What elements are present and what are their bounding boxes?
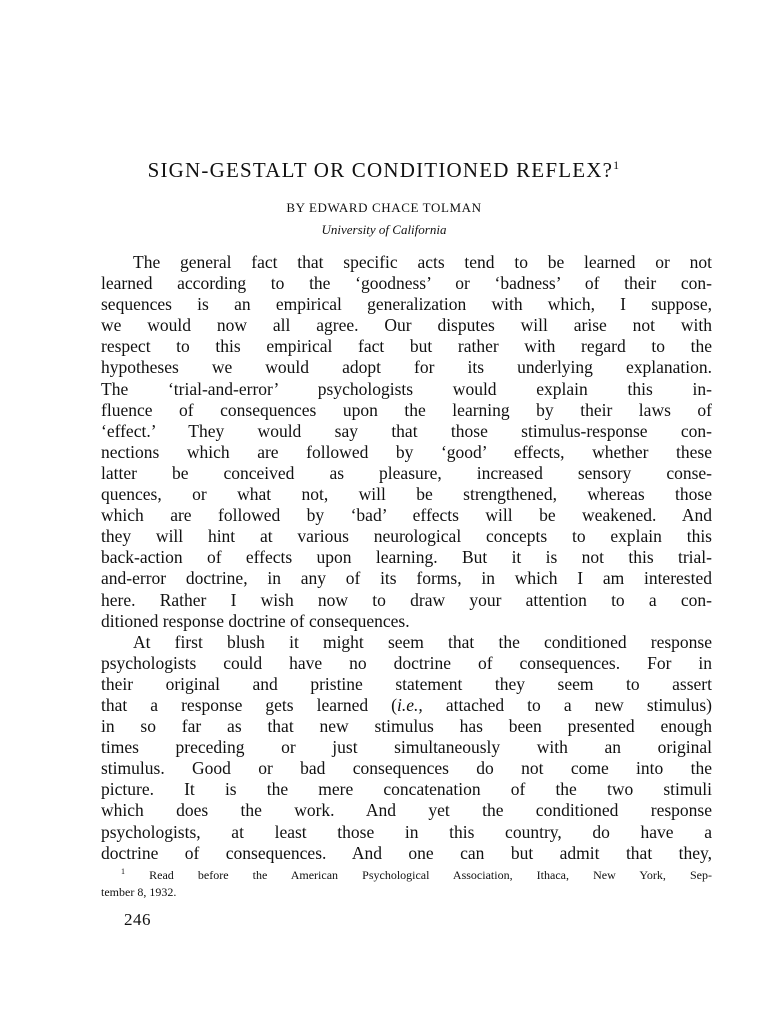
body-line: back-action of effects upon learning. But it is not this trial- [101,547,712,568]
body-line: ‘effect.’ They would say that those stimulus-response con- [101,420,712,441]
body-line: here. Rather I wish now to draw your attention to a con- [101,589,712,610]
author-affiliation: University of California [321,222,447,237]
body-line: and-error doctrine, in any of its forms, in which I am interested [101,568,712,589]
body-line: doctrine of consequences. And one can but admit that they, [101,842,712,863]
author-byline: BY EDWARD CHACE TOLMAN [286,200,482,215]
footnote-line-1 [101,867,712,884]
footnote-marker: 1 [121,867,125,876]
body-line: times preceding or just simultaneously with an original [101,737,712,758]
body-line: which does the work. And yet the conditioned response [101,800,712,821]
body-line: which are followed by ‘bad’ effects will be weakened. And [101,505,712,526]
body-line: that a response gets learned (i.e., attached to a new stimulus) [101,694,712,715]
body-line: their original and pristine statement they seem to assert [101,673,712,694]
article-body [101,252,712,864]
article-title-text: SIGN-GESTALT OR CONDITIONED REFLEX? [147,158,614,182]
body-line: stimulus. Good or bad consequences do not come into the [101,758,712,779]
body-line: in so far as that new stimulus has been presented enough [101,716,712,737]
title-footnote-marker: 1 [613,158,621,172]
italic-abbreviation: i.e., [397,694,423,715]
footnote-line-2: tember 8, 1932. [101,885,177,899]
body-line: At first blush it might seem that the conditioned response [133,631,712,652]
page-number: 246 [124,910,151,929]
body-line: nections which are followed by ‘good’ effects, whether these [101,441,712,462]
body-line: we would now all agree. Our disputes will arise not with [101,315,712,336]
body-line: psychologists could have no doctrine of consequences. For in [101,652,712,673]
body-line: hypotheses we would adopt for its underlying explanation. [101,357,712,378]
body-line: ditioned response doctrine of consequences. [101,610,410,631]
footnote [101,867,712,901]
body-line: picture. It is the mere concatenation of the two stimuli [101,779,712,800]
footnote-text-1: Read before the American Psychological Association, Ithaca, New York, Sep- [149,868,712,882]
body-line: fluence of consequences upon the learning by their laws of [101,399,712,420]
body-line: The general fact that specific acts tend to be learned or not [133,252,712,272]
body-line: sequences is an empirical generalization with which, I suppose, [101,294,712,315]
body-line: quences, or what not, will be strengthened, whereas those [101,484,712,505]
body-line: psychologists, at least those in this country, do have a [101,821,712,842]
body-line: learned according to the ‘goodness’ or ‘badness’ of their con- [101,273,712,294]
article-title [0,157,768,183]
body-line: respect to this empirical fact but rather with regard to the [101,336,712,357]
body-line: latter be conceived as pleasure, increased sensory conse- [101,462,712,483]
body-line: The ‘trial-and-error’ psychologists would explain this in- [101,378,712,399]
body-line: they will hint at various neurological concepts to explain this [101,526,712,547]
